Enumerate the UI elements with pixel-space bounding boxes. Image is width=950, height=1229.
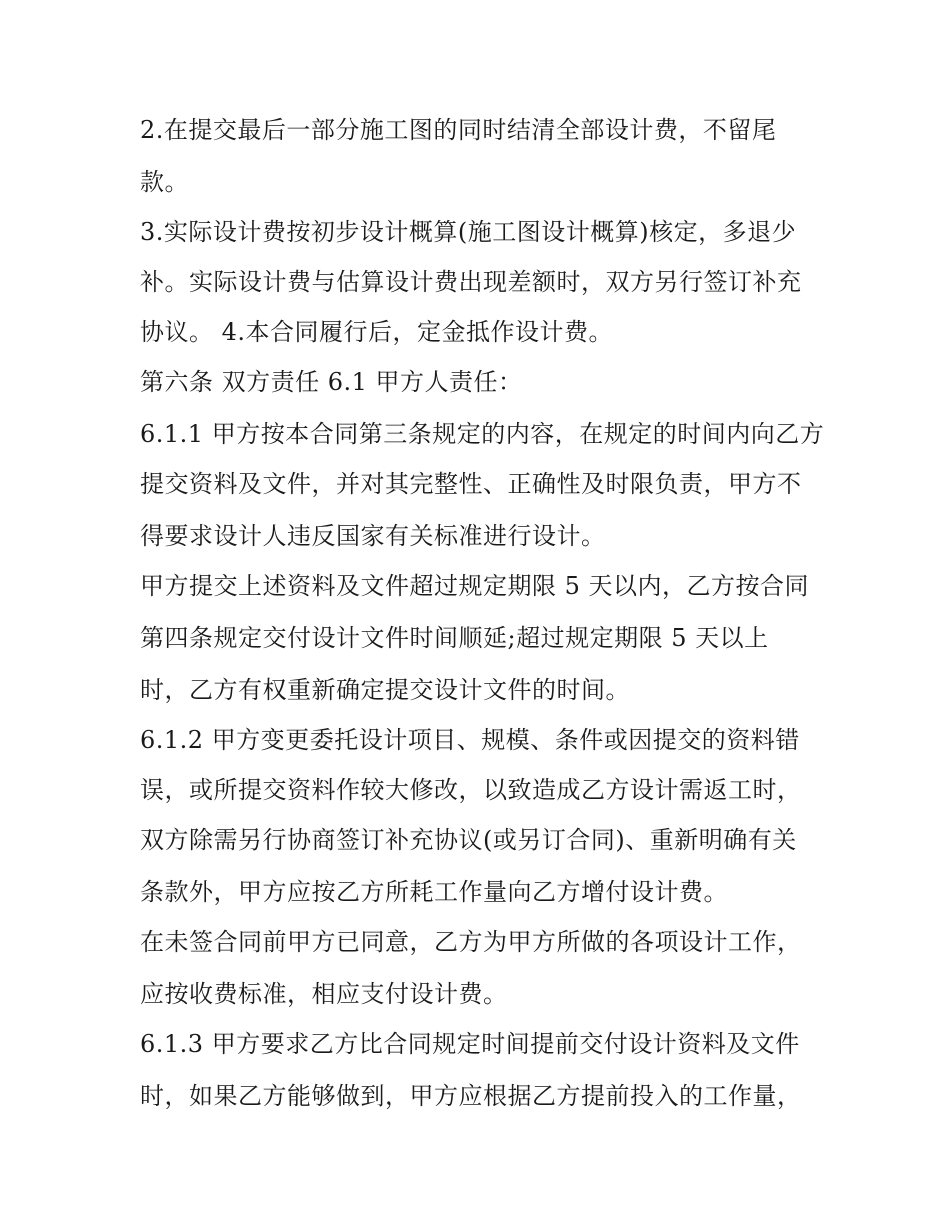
- text-line-18: 应按收费标准，相应支付设计费。: [140, 980, 508, 1008]
- text-line-11: 第四条规定交付设计文件时间顺延;超过规定期限 5 天以上: [140, 624, 769, 652]
- text-line-9: 得要求设计人违反国家有关标准进行设计。: [140, 522, 606, 550]
- text-line-17: 在未签合同前甲方已同意，乙方为甲方所做的各项设计工作，: [140, 928, 802, 956]
- text-line-15: 双方除需另行协商签订补充协议(或另订合同)、重新明确有关: [140, 826, 797, 854]
- text-line-1: 2.在提交最后一部分施工图的同时结清全部设计费，不留尾: [140, 116, 777, 144]
- text-line-16: 条款外，甲方应按乙方所耗工作量向乙方增付设计费。: [140, 878, 728, 906]
- text-line-19: 6.1.3 甲方要求乙方比合同规定时间提前交付设计资料及文件: [140, 1030, 800, 1058]
- text-line-14: 误，或所提交资料作较大修改，以致造成乙方设计需返工时，: [140, 776, 802, 804]
- text-line-12: 时，乙方有权重新确定提交设计文件的时间。: [140, 676, 630, 704]
- text-line-6: 第六条 双方责任 6.1 甲方人责任：: [140, 368, 523, 396]
- text-line-20: 时，如果乙方能够做到，甲方应根据乙方提前投入的工作量，: [140, 1082, 802, 1110]
- text-line-10: 甲方提交上述资料及文件超过规定期限 5 天以内，乙方按合同: [140, 572, 810, 600]
- text-line-13: 6.1.2 甲方变更委托设计项目、规模、条件或因提交的资料错: [140, 726, 800, 754]
- text-line-7: 6.1.1 甲方按本合同第三条规定的内容，在规定的时间内向乙方: [140, 420, 825, 448]
- text-line-4: 补。实际设计费与估算设计费出现差额时，双方另行签订补充: [140, 268, 802, 296]
- text-line-5: 协议。 4.本合同履行后，定金抵作设计费。: [140, 318, 614, 346]
- text-line-3: 3.实际设计费按初步设计概算(施工图设计概算)核定，多退少: [140, 218, 797, 246]
- text-line-2: 款。: [140, 168, 189, 196]
- text-line-8: 提交资料及文件，并对其完整性、正确性及时限负责，甲方不: [140, 470, 802, 498]
